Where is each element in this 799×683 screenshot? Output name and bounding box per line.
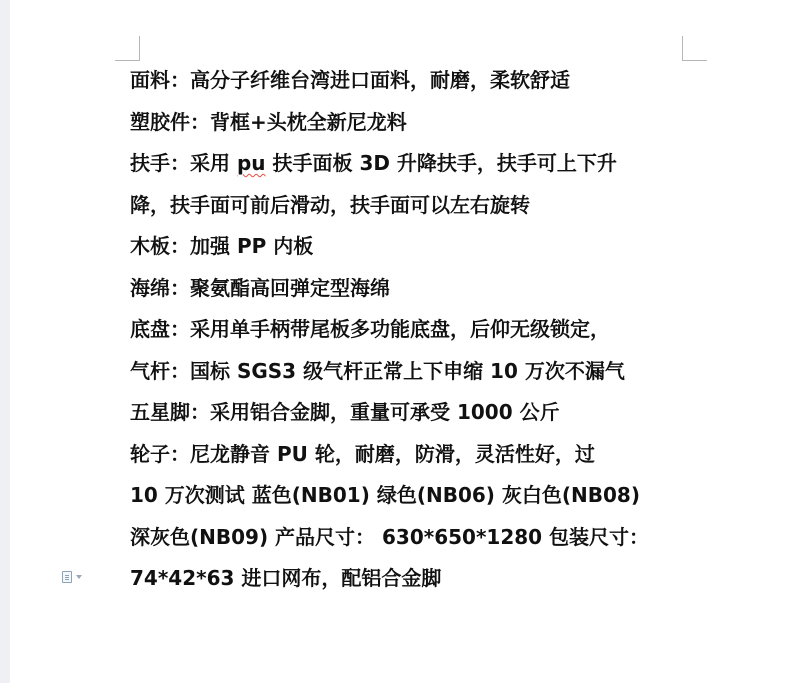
page-corner-top-left: [115, 36, 140, 61]
text-line[interactable]: [130, 143, 700, 185]
chevron-down-icon: [76, 575, 82, 579]
text-line[interactable]: 降，扶手面可前后滑动，扶手面可以左右旋转: [130, 192, 530, 217]
text-line[interactable]: 气杆：国标 SGS3 级气杆正常上下申缩 10 万次不漏气: [130, 358, 625, 383]
text-line[interactable]: 10 万次测试 蓝色(NB01) 绿色(NB06) 灰白色(NB08): [130, 483, 640, 507]
text-segment[interactable]: 扶手：采用: [130, 151, 237, 175]
text-segment[interactable]: 扶手面板 3D 升降扶手，扶手可上下升: [265, 151, 617, 175]
text-line[interactable]: 深灰色(NB09) 产品尺寸： 630*650*1280 包装尺寸：: [130, 524, 650, 549]
text-line[interactable]: 海绵：聚氨酯高回弹定型海绵: [130, 275, 390, 300]
page-corner-top-right: [682, 36, 707, 61]
document-page[interactable]: [10, 0, 799, 683]
document-body[interactable]: [130, 60, 700, 600]
text-line[interactable]: 五星脚：采用铝合金脚，重量可承受 1000 公斤: [130, 400, 560, 424]
text-line[interactable]: 木板：加强 PP 内板: [130, 234, 314, 258]
paragraph-options-button[interactable]: [62, 569, 98, 585]
text-line[interactable]: 面料：高分子纤维台湾进口面料，耐磨，柔软舒适: [130, 68, 570, 92]
text-line[interactable]: 塑胶件：背框+头枕全新尼龙料: [130, 109, 407, 134]
document-icon: [62, 571, 72, 583]
spellcheck-word[interactable]: pu: [236, 151, 266, 175]
text-line[interactable]: 底盘：采用单手柄带尾板多功能底盘，后仰无级锁定，: [130, 317, 610, 341]
text-line[interactable]: 74*42*63 进口网布，配铝合金脚: [130, 566, 442, 590]
text-line[interactable]: 轮子：尼龙静音 PU 轮，耐磨，防滑，灵活性好，过: [130, 441, 595, 466]
